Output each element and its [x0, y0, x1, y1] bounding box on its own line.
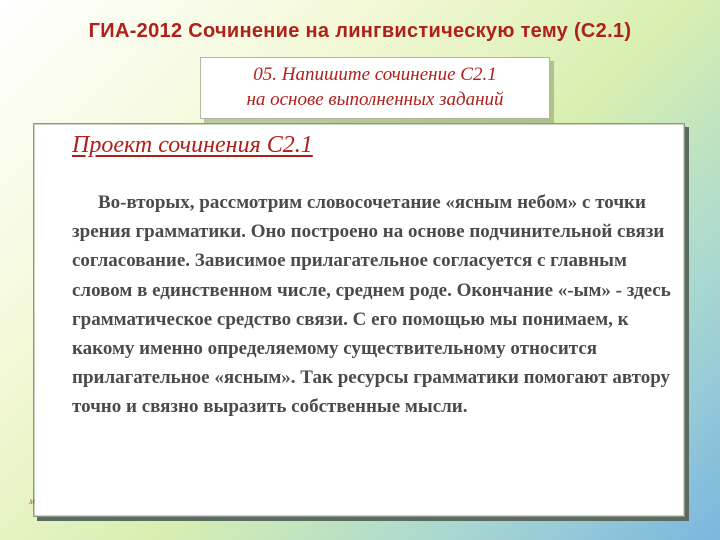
task-line-2: на основе выполненных заданий	[246, 89, 504, 110]
footer-mark: м	[29, 496, 35, 506]
panel-heading: Проект сочинения С2.1	[72, 132, 313, 158]
essay-text: Во-вторых, рассмотрим словосочетание «ясным небом» с точки зрения грамматики. Оно построено на основе подчинительной связи согласование. Зависимое прилагательное согласуется с главным словом в единственном числе, среднем роде. Окончание «-ым» - здесь грамматическое средство связи. С его помощью мы понимаем, к какому именно определяемому существительному относится прилагательное «ясным». Так ресурсы грамматики помогают автору точно и связно выразить собственные мысли.	[72, 192, 671, 418]
task-box	[200, 57, 550, 119]
task-line-1: 05. Напишите сочинение С2.1	[253, 64, 497, 85]
content-panel	[33, 123, 685, 517]
slide-title: ГИА-2012 Сочинение на лингвистическую тему (С2.1)	[88, 20, 632, 42]
